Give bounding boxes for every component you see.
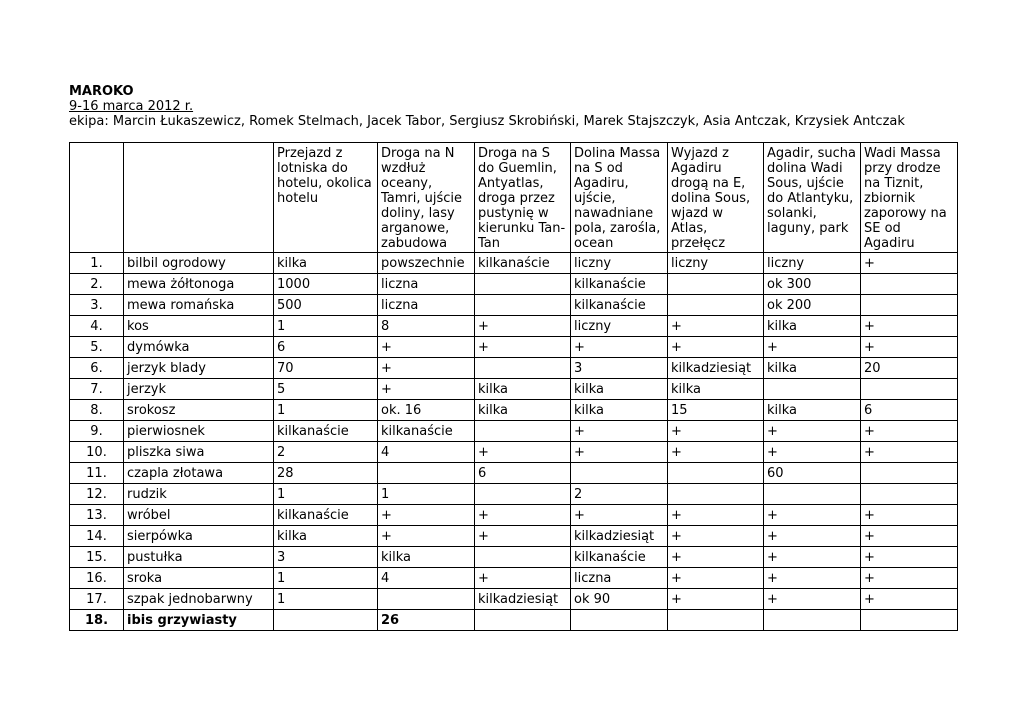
table-row [70, 442, 958, 463]
observation-cell: kilka [571, 379, 668, 400]
observation-cell: kilka [378, 547, 475, 568]
species-name: pustułka [124, 547, 274, 568]
document-crew: ekipa: Marcin Łukaszewicz, Romek Stelmach, Jacek Tabor, Sergiusz Skrobiński, Marek Stajszczyk, Asia Antczak, Krzysiek Antczak [69, 114, 905, 129]
observation-cell [861, 610, 958, 631]
table-row [70, 337, 958, 358]
observation-cell: 1 [378, 484, 475, 505]
column-header: Droga na S do Guemlin, Antyatlas, droga przez pustynię w kierunku Tan-Tan [475, 143, 571, 253]
observation-cell: + [571, 442, 668, 463]
observation-cell: + [764, 547, 861, 568]
row-number: 10. [70, 442, 124, 463]
observation-cell: kilkanaście [378, 421, 475, 442]
observation-cell: 6 [475, 463, 571, 484]
observation-cell [861, 379, 958, 400]
table-row [70, 421, 958, 442]
species-name: sroka [124, 568, 274, 589]
species-name: ibis grzywiasty [124, 610, 274, 631]
row-number: 16. [70, 568, 124, 589]
document-dates: 9-16 marca 2012 r. [69, 99, 194, 114]
observation-cell: + [668, 505, 764, 526]
observation-cell [571, 610, 668, 631]
observation-cell: + [475, 505, 571, 526]
column-header [70, 143, 124, 253]
species-name: pierwiosnek [124, 421, 274, 442]
observation-cell: 26 [378, 610, 475, 631]
table-row [70, 295, 958, 316]
table-row [70, 316, 958, 337]
observation-cell: 20 [861, 358, 958, 379]
observation-cell: + [861, 442, 958, 463]
row-number: 17. [70, 589, 124, 610]
observation-cell: liczna [378, 295, 475, 316]
observation-cell: 4 [378, 442, 475, 463]
table-row [70, 484, 958, 505]
observation-cell: + [764, 337, 861, 358]
observation-cell: kilka [668, 379, 764, 400]
observation-cell [475, 421, 571, 442]
observation-cell [668, 274, 764, 295]
observation-cell: kilka [274, 526, 378, 547]
observation-cell: + [764, 421, 861, 442]
table-row [70, 274, 958, 295]
observation-cell [475, 484, 571, 505]
observation-cell: + [668, 421, 764, 442]
observation-cell: 500 [274, 295, 378, 316]
observation-cell: + [668, 568, 764, 589]
table-row [70, 526, 958, 547]
species-name: pliszka siwa [124, 442, 274, 463]
table-body [70, 253, 958, 631]
table-row [70, 505, 958, 526]
row-number: 5. [70, 337, 124, 358]
row-number: 1. [70, 253, 124, 274]
row-number: 14. [70, 526, 124, 547]
table-row [70, 589, 958, 610]
column-header: Wadi Massa przy drodze na Tiznit, zbiornik zaporowy na SE od Agadiru [861, 143, 958, 253]
observation-cell: + [861, 316, 958, 337]
observation-cell: kilka [571, 400, 668, 421]
observation-cell [378, 589, 475, 610]
observation-cell: + [571, 505, 668, 526]
observation-cell [475, 358, 571, 379]
observation-cell: 1000 [274, 274, 378, 295]
observation-cell: + [861, 505, 958, 526]
observation-cell: + [475, 442, 571, 463]
observation-cell: + [475, 568, 571, 589]
observation-cell [475, 295, 571, 316]
species-name: jerzyk [124, 379, 274, 400]
observation-cell: liczna [571, 568, 668, 589]
observation-cell: 3 [571, 358, 668, 379]
row-number: 15. [70, 547, 124, 568]
observation-cell: kilka [764, 358, 861, 379]
observation-cell: + [668, 337, 764, 358]
observation-cell: liczna [378, 274, 475, 295]
species-name: mewa żółtonoga [124, 274, 274, 295]
observation-cell: + [861, 589, 958, 610]
observation-cell: + [764, 589, 861, 610]
observation-cell: 6 [274, 337, 378, 358]
species-name: mewa romańska [124, 295, 274, 316]
observation-cell: + [378, 337, 475, 358]
observation-cell: kilkanaście [571, 547, 668, 568]
observation-cell: kilkanaście [571, 295, 668, 316]
column-header: Dolina Massa na S od Agadiru, ujście, nawadniane pola, zarośla, ocean [571, 143, 668, 253]
column-header [124, 143, 274, 253]
observation-cell: + [475, 337, 571, 358]
observation-cell: + [378, 358, 475, 379]
observation-cell: 5 [274, 379, 378, 400]
observation-cell [861, 463, 958, 484]
observation-cell: ok 90 [571, 589, 668, 610]
species-name: sierpówka [124, 526, 274, 547]
observation-cell: liczny [764, 253, 861, 274]
observation-cell [475, 610, 571, 631]
observation-cell [764, 484, 861, 505]
observation-cell: + [475, 526, 571, 547]
observation-cell: + [475, 316, 571, 337]
species-name: bilbil ogrodowy [124, 253, 274, 274]
observation-cell: + [571, 421, 668, 442]
observation-cell: kilkanaście [274, 505, 378, 526]
observation-cell: ok. 16 [378, 400, 475, 421]
observation-cell: + [764, 505, 861, 526]
row-number: 4. [70, 316, 124, 337]
observation-cell: 4 [378, 568, 475, 589]
column-header: Droga na N wzdłuż oceany, Tamri, ujście doliny, lasy arganowe, zabudowa [378, 143, 475, 253]
observation-cell: ok 200 [764, 295, 861, 316]
observation-cell [861, 274, 958, 295]
observation-cell: + [861, 547, 958, 568]
observation-cell: kilkanaście [571, 274, 668, 295]
species-name: czapla złotawa [124, 463, 274, 484]
species-name: dymówka [124, 337, 274, 358]
observation-cell [668, 484, 764, 505]
observation-cell [668, 610, 764, 631]
table-row [70, 610, 958, 631]
observation-cell: 1 [274, 400, 378, 421]
species-name: rudzik [124, 484, 274, 505]
observation-cell: 2 [274, 442, 378, 463]
observation-cell: 60 [764, 463, 861, 484]
observation-cell: powszechnie [378, 253, 475, 274]
observation-cell [764, 610, 861, 631]
observation-cell: + [764, 568, 861, 589]
observation-cell: 3 [274, 547, 378, 568]
observation-cell: + [668, 316, 764, 337]
column-header: Przejazd z lotniska do hotelu, okolica hotelu [274, 143, 378, 253]
observation-cell: kilkanaście [475, 253, 571, 274]
observation-cell: + [571, 337, 668, 358]
observation-cell: 1 [274, 589, 378, 610]
observation-cell: + [378, 379, 475, 400]
species-name: szpak jednobarwny [124, 589, 274, 610]
observation-cell: + [378, 526, 475, 547]
observation-cell: kilkadziesiąt [571, 526, 668, 547]
document-page [69, 84, 957, 631]
observation-cell: + [861, 526, 958, 547]
row-number: 12. [70, 484, 124, 505]
observation-cell [861, 295, 958, 316]
document-title: MAROKO [69, 84, 134, 99]
observation-cell: + [861, 253, 958, 274]
observation-cell: 28 [274, 463, 378, 484]
species-name: kos [124, 316, 274, 337]
table-row [70, 463, 958, 484]
table-row [70, 358, 958, 379]
observation-cell: + [378, 505, 475, 526]
observation-cell [571, 463, 668, 484]
observation-cell [378, 463, 475, 484]
row-number: 11. [70, 463, 124, 484]
observation-cell [475, 274, 571, 295]
row-number: 3. [70, 295, 124, 316]
observation-cell [274, 610, 378, 631]
table-row [70, 547, 958, 568]
observation-cell: kilkadziesiąt [668, 358, 764, 379]
observation-cell: + [668, 442, 764, 463]
observation-cell: + [861, 421, 958, 442]
table-row [70, 400, 958, 421]
observation-cell: kilka [764, 400, 861, 421]
species-name: srokosz [124, 400, 274, 421]
species-name: jerzyk blady [124, 358, 274, 379]
observation-cell [861, 484, 958, 505]
observation-cell: 15 [668, 400, 764, 421]
row-number: 13. [70, 505, 124, 526]
row-number: 2. [70, 274, 124, 295]
observation-cell: kilka [764, 316, 861, 337]
bird-observation-table [69, 142, 958, 631]
observation-cell: + [668, 526, 764, 547]
observation-cell: ok 300 [764, 274, 861, 295]
table-row [70, 379, 958, 400]
observation-cell: + [861, 337, 958, 358]
observation-cell: + [668, 547, 764, 568]
observation-cell [668, 463, 764, 484]
observation-cell: kilka [475, 379, 571, 400]
observation-cell: + [764, 442, 861, 463]
observation-cell [475, 547, 571, 568]
observation-cell: kilkanaście [274, 421, 378, 442]
observation-cell: 1 [274, 568, 378, 589]
table-header-row [70, 143, 958, 253]
observation-cell: liczny [571, 253, 668, 274]
observation-cell: 8 [378, 316, 475, 337]
observation-cell [668, 295, 764, 316]
observation-cell: 70 [274, 358, 378, 379]
species-name: wróbel [124, 505, 274, 526]
column-header: Wyjazd z Agadiru drogą na E, dolina Sous, wjazd w Atlas, przełęcz [668, 143, 764, 253]
row-number: 9. [70, 421, 124, 442]
observation-cell: kilka [475, 400, 571, 421]
table-row [70, 568, 958, 589]
row-number: 18. [70, 610, 124, 631]
observation-cell: liczny [571, 316, 668, 337]
row-number: 8. [70, 400, 124, 421]
observation-cell: liczny [668, 253, 764, 274]
observation-cell: + [668, 589, 764, 610]
observation-cell: kilka [274, 253, 378, 274]
observation-cell: kilkadziesiąt [475, 589, 571, 610]
observation-cell: 2 [571, 484, 668, 505]
row-number: 7. [70, 379, 124, 400]
observation-cell: 6 [861, 400, 958, 421]
row-number: 6. [70, 358, 124, 379]
column-header: Agadir, sucha dolina Wadi Sous, ujście do Atlantyku, solanki, laguny, park [764, 143, 861, 253]
table-row [70, 253, 958, 274]
observation-cell: + [861, 568, 958, 589]
observation-cell [764, 379, 861, 400]
observation-cell: 1 [274, 316, 378, 337]
observation-cell: + [764, 526, 861, 547]
observation-cell: 1 [274, 484, 378, 505]
